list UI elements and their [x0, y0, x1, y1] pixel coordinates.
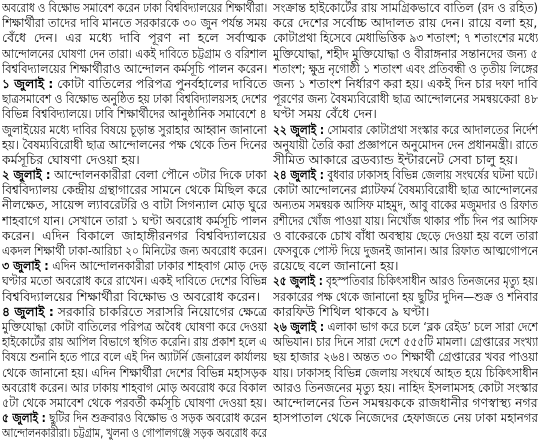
- line-content: [273, 273, 538, 288]
- line-content: [2, 319, 267, 334]
- line-text: কোটা বাতিলের পরিপত্র পুনর্বহালের দাবিতে: [57, 75, 267, 91]
- line-text: মুক্তিযোদ্ধা কোটা বাতিলের পরিপত্র অবৈধ ঘোষণা করে দেওয়া: [2, 318, 267, 334]
- dated-entry: [273, 319, 538, 425]
- line-content: [273, 0, 538, 15]
- line-text: কোটা আন্দোলনের প্ল্যাটফর্ম বৈষম্যবিরোধী ছাত্র আন্দোলনের: [273, 182, 538, 198]
- line-text: আন্দোলনকারীরা বেলা পৌনে ৩টার দিকে ঢাকা: [54, 167, 267, 183]
- text-line: [2, 0, 267, 15]
- line-text: ঘণ্টার মতো অবরোধ করে রাখেন। একই দাবিতে দেশের বিভিন্ন: [2, 273, 267, 289]
- text-line: [2, 410, 267, 425]
- line-content: [2, 137, 267, 152]
- line-content: [273, 410, 538, 425]
- line-text: ও বাকেরকে চোখ বাঁধা অবস্থায় ছেড়ে দেওয়া হয় বলে তারা: [273, 227, 538, 243]
- text-line: [273, 365, 538, 380]
- date-label: ২ জুলাই :: [2, 167, 51, 183]
- line-content: [2, 30, 266, 45]
- line-content: [2, 289, 260, 304]
- text-line: [273, 30, 538, 45]
- line-content: [2, 91, 267, 106]
- line-content: [2, 0, 267, 15]
- line-text: বিশ্ববিদ্যালয় কেন্দ্রীয় গ্রন্থাগারের সামনে থেকে মিছিল করে: [2, 182, 267, 198]
- line-text: বিশ্ববিদ্যালয়ের শিক্ষার্থীরাও আন্দোলন কর্মসূচি পালন করেন।: [2, 60, 267, 76]
- text-line: [2, 122, 267, 137]
- text-line: [2, 319, 267, 334]
- line-content: [2, 167, 267, 182]
- text-line: [273, 213, 538, 228]
- text-line: [273, 61, 538, 76]
- text-line: [2, 273, 267, 288]
- line-content: [273, 319, 538, 334]
- line-content: [2, 273, 267, 288]
- text-line: [273, 273, 538, 288]
- text-line: [2, 228, 267, 243]
- line-content: [273, 30, 538, 45]
- text-line: [2, 30, 267, 45]
- line-content: [2, 152, 140, 167]
- line-content: [273, 76, 538, 91]
- text-line: [273, 0, 538, 15]
- text-line: [2, 76, 267, 91]
- text-line: [273, 91, 538, 106]
- text-line: [2, 197, 267, 212]
- text-line: [2, 334, 267, 349]
- date-label: ২৫ জুলাই :: [273, 273, 323, 289]
- line-text: অন্যতম সমন্বয়ক আসিফ মাহমুদ, আবু বাকের মজুমদার ও রিফাত: [273, 197, 538, 213]
- line-text: আন্দোলনের ঘোষণা দেন তারা। একই দাবিতে চট্টগ্রাম ও বরিশাল: [2, 45, 267, 61]
- line-text: পূরণের জন্য বৈষম্যবিরোধী ছাত্র আন্দোলনের সমন্বয়কেরা ৪৮: [273, 91, 538, 107]
- text-line: [2, 304, 267, 319]
- text-line: [273, 197, 538, 212]
- line-content: [273, 106, 377, 121]
- line-text: রশীদের খোঁজ পাওয়া যায়। নিখোঁজ থাকার পাঁচ দিন পর আসিফ: [273, 212, 538, 228]
- text-line: [273, 395, 538, 410]
- line-text: হয়। বৈষম্যবিরোধী ছাত্র আন্দোলনের পক্ষ থেকে তিন দিনের: [2, 136, 267, 152]
- line-text: রয়েছে বলে জানানো হয়।: [273, 258, 399, 274]
- line-content: [2, 349, 267, 364]
- line-content: [2, 46, 267, 61]
- line-content: [273, 213, 538, 228]
- line-text: ফেসবুকে পোস্ট দিয়ে দুজনই জানান। আর রিফাত আত্মগোপনে: [273, 243, 538, 258]
- text-line: [2, 425, 267, 440]
- line-text: কোটাপ্রথা হিসেবে মেধাভিত্তিক ৯৩ শতাংশ; ৭ শতাংশের মধ্যে: [273, 30, 538, 46]
- line-text: সরকারের পক্ষ থেকে জানানো হয় ছুটির দুদিন—শুক্র ও শনিবার: [273, 288, 538, 304]
- line-text: হাসপাতাল থেকে নিজেদের হেফাজতে নেয় ঢাকা মহানগর: [273, 410, 538, 426]
- line-text: শাহবাগে যান। সেখানে তারা ১ ঘণ্টা অবরোধ কর্মসূচি পালন: [2, 212, 267, 228]
- text-line: [273, 334, 538, 349]
- text-line: [273, 46, 538, 61]
- right-text-column: [273, 0, 538, 425]
- line-content: [273, 182, 538, 197]
- line-text: বিভিন্ন বিশ্ববিদ্যালয়ে। ঢাবি শিক্ষার্থীদের আনুষ্ঠানিক সমাবেশে ৪: [2, 106, 267, 122]
- line-text: করেন। এদিন বিকালে জাহাঙ্গীরনগর বিশ্ববিদ্যালয়ের: [2, 227, 267, 243]
- line-content: [273, 365, 538, 380]
- text-line: [2, 258, 267, 273]
- text-line: [273, 167, 538, 182]
- dated-entry: [273, 167, 538, 273]
- line-content: [273, 15, 537, 30]
- text-line: [273, 152, 538, 167]
- text-line: [2, 289, 267, 304]
- line-text: বিষয়ে শুনানি হতে পারে বলে এই দিন অ্যাটর্নি জেনারেল কার্যালয়: [2, 349, 267, 365]
- text-line: [273, 182, 538, 197]
- line-text: থেকে জানানো হয়। এদিন শিক্ষার্থীরা দেশের বিভিন্ন মহাসড়ক: [2, 364, 267, 380]
- line-text: ছয় হাজার ২৬৪। অন্তত ৩০ শিক্ষার্থী গ্রেপ্তারের খবর পাওয়া: [273, 349, 538, 365]
- line-text: ছুটির দিন শুক্রবারও বিক্ষোভ ও সড়ক অবরোধ করেন: [49, 410, 267, 426]
- text-line: [273, 137, 538, 152]
- text-line: [273, 289, 538, 304]
- line-content: [2, 106, 267, 121]
- text-line: [2, 61, 267, 76]
- line-content: [273, 197, 538, 212]
- text-line: [273, 76, 538, 91]
- text-line: [2, 395, 267, 410]
- text-line: [2, 380, 267, 395]
- dated-entry: [273, 273, 538, 319]
- line-text: সংক্রান্ত হাইকোর্টের রায় সামগ্রিকভাবে বাতিল (রদ ও রহিত): [273, 0, 538, 15]
- line-text: বুধবার ঢাকাসহ বিভিন্ন জেলায় সংঘর্ষের ঘটনা ঘটে।: [327, 167, 538, 183]
- line-text: সরকারি চাকরিতে সরাসরি নিয়োগের ক্ষেত্রে: [57, 303, 267, 319]
- line-text: জুলাইয়ের মধ্যে দাবির বিষয়ে চূড়ান্ত সুরাহার আহ্বান জানানো: [2, 121, 267, 137]
- line-content: [273, 122, 538, 137]
- line-text: বৃহস্পতিবার চিকিৎসাধীন আরও তিনজনের মৃত্যু হয়।: [326, 273, 538, 289]
- line-text: অবরোধ ও বিক্ষোভ সমাবেশ করেন ঢাকা বিশ্ববিদ্যালয়ের শিক্ষার্থীরা।: [2, 0, 267, 15]
- text-line: [273, 410, 538, 425]
- text-line: [2, 152, 267, 167]
- line-text: আরও তিনজনের মৃত্যু হয়। নাহিদ ইসলামসহ কোটা সংস্কার: [273, 379, 538, 395]
- line-content: [2, 15, 267, 30]
- text-line: [273, 319, 538, 334]
- dated-entry: [2, 258, 267, 304]
- line-text: অনুযায়ী তৈরি করা প্রজ্ঞাপনে অনুমোদন দেন প্রধানমন্ত্রী। রাতে: [273, 136, 538, 152]
- text-line: [273, 380, 538, 395]
- text-line: [2, 91, 267, 106]
- text-line: [273, 15, 538, 30]
- line-text: শিক্ষার্থীরা তাদের দাবি মানতে সরকারকে ৩০ জুন পর্যন্ত সময়: [2, 15, 267, 31]
- line-text: এলাকা ভাগ করে চলে ‘ব্লক রেইড’ চলে সারা দেশে: [327, 318, 538, 334]
- date-label: ২৬ জুলাই :: [273, 318, 325, 334]
- line-content: [2, 395, 267, 410]
- continued-paragraph: [2, 0, 267, 76]
- text-line: [2, 349, 267, 364]
- line-content: [2, 213, 267, 228]
- line-content: [2, 76, 267, 91]
- line-content: [2, 122, 267, 137]
- text-line: [2, 167, 267, 182]
- line-content: [273, 61, 538, 76]
- date-label: ২২ জুলাই :: [273, 121, 325, 137]
- line-content: [2, 197, 267, 212]
- text-line: [2, 137, 267, 152]
- line-text: জন্য ১ শতাংশ নির্ধারণ করা হয়। একই দিন চার দফা দাবি: [273, 75, 538, 91]
- line-content: [2, 182, 267, 197]
- line-content: [273, 137, 538, 152]
- line-text: ঘণ্টা সময় বেঁধে দেন।: [273, 106, 377, 122]
- line-text: অভিযান। চার দিনে সারা দেশে ৫৫৫টি মামলা। গ্রেপ্তারের সংখ্যা: [273, 334, 538, 350]
- line-content: [2, 380, 267, 395]
- line-text: নীলক্ষেত, সায়েন্স ল্যাবরেটরি ও বাটা সিগন্যাল মোড় ঘুরে: [2, 197, 267, 213]
- line-content: [2, 410, 267, 425]
- line-content: [273, 289, 538, 304]
- line-text: হাইকোর্টের রায় আপিল বিভাগে স্থগিত করেনি। রায় প্রকাশ হলে এ: [2, 334, 267, 350]
- line-text: শতাংশ; ক্ষুদ্র নৃগোষ্ঠী ১ শতাংশ এবং প্রতিবন্ধী ও তৃতীয় লিঙ্গের: [273, 60, 538, 76]
- line-text: ছাত্রসমাবেশ ও বিক্ষোভ অনুষ্ঠিত হয় ঢাকা বিশ্ববিদ্যালয়সহ দেশের: [2, 91, 267, 107]
- line-text: যায়। ঢাকাসহ বিভিন্ন জেলায় সংঘর্ষে আহত হয়ে চিকিৎসাধীন: [273, 364, 538, 380]
- text-line: [273, 243, 538, 258]
- continued-paragraph: [273, 0, 538, 122]
- line-text: কারফিউ শিথিল থাকবে ৯ ঘণ্টা।: [273, 303, 430, 319]
- line-content: [273, 304, 429, 319]
- text-line: [2, 243, 267, 258]
- line-text: মুক্তিযোদ্ধা, শহীদ মুক্তিযোদ্ধা ও বীরাঙ্গনার সন্তানদের জন্য ৫: [273, 45, 538, 61]
- dated-entry: [2, 167, 267, 258]
- date-label: ৪ জুলাই :: [2, 303, 54, 319]
- line-content: [2, 61, 267, 76]
- line-content: [2, 334, 267, 349]
- text-line: [2, 365, 267, 380]
- line-content: [273, 334, 538, 349]
- text-line: [2, 46, 267, 61]
- line-content: [2, 425, 267, 440]
- line-text: সোমবার কোটাপ্রথা সংস্কার করে আদালতের নির্দেশ: [327, 121, 538, 137]
- text-line: [273, 122, 538, 137]
- line-content: [273, 349, 538, 364]
- line-content: [2, 304, 267, 319]
- date-label: ১ জুলাই :: [2, 75, 54, 91]
- line-content: [273, 91, 538, 106]
- text-line: [2, 15, 267, 30]
- line-content: [273, 152, 518, 167]
- line-text: বিশ্ববিদ্যালয়ের শিক্ষার্থীরা বিক্ষোভ ও অবরোধ করেন।: [2, 288, 261, 304]
- dated-entry: [2, 410, 267, 440]
- line-text: করে দেশের সর্বোচ্চ আদালত রায় দেন। রায়ে বলা হয়,: [273, 15, 538, 31]
- line-content: [273, 243, 538, 258]
- line-content: [273, 395, 538, 410]
- dated-entry: [273, 122, 538, 168]
- text-line: [273, 258, 538, 273]
- date-label: ৫ জুলাই :: [2, 410, 46, 426]
- line-content: [273, 167, 538, 182]
- dated-entry: [2, 76, 267, 167]
- line-text: অবরোধ করেন। আর ঢাকায় শাহবাগ মোড় অবরোধ করে বিকাল: [2, 379, 267, 395]
- line-content: [2, 365, 267, 380]
- line-text: কর্মসূচির ঘোষণা দেওয়া হয়।: [2, 151, 140, 167]
- line-text: বেঁধে দেন। এর মধ্যে দাবি পূরণ না হলে সর্বাত্মক: [2, 30, 267, 46]
- line-text: আন্দোলনের তিন সমন্বয়ককে রাজধানীর গণস্বাস্থ্য নগর: [273, 394, 538, 410]
- text-line: [273, 106, 538, 121]
- text-line: [2, 213, 267, 228]
- line-content: [2, 228, 266, 243]
- text-line: [2, 182, 267, 197]
- line-content: [273, 46, 538, 61]
- date-label: ৩ জুলাই :: [2, 258, 49, 274]
- line-text: সীমিত আকারে ব্রডব্যান্ড ইন্টারনেট সেবা চালু হয়।: [273, 151, 518, 167]
- line-content: [2, 258, 267, 273]
- text-line: [273, 228, 538, 243]
- left-text-column: [2, 0, 267, 440]
- line-content: [273, 258, 398, 273]
- dated-entry: [2, 304, 267, 410]
- line-content: [273, 380, 538, 395]
- line-content: [273, 228, 538, 243]
- text-line: [273, 349, 538, 364]
- text-line: [273, 304, 538, 319]
- line-content: [2, 243, 267, 258]
- line-text: আন্দোলনকারীরা। চট্টগ্রাম, খুলনা ও গোপালগঞ্জে সড়ক অবরোধ করে: [2, 425, 267, 440]
- line-text: একদল শিক্ষার্থী ঢাকা-আরিচা ২০ মিনিটের জন্য অবরোধ করেন।: [2, 243, 267, 258]
- date-label: ২৪ জুলাই :: [273, 167, 324, 183]
- line-text: ৫টা থেকে সমাবেশ থেকে পরবর্তী কর্মসূচি ঘোষণা দেওয়া হয়।: [2, 394, 267, 410]
- line-text: এদিন আন্দোলনকারীরা ঢাকার শাহবাগ মোড় দেড়: [52, 258, 267, 274]
- text-line: [2, 106, 267, 121]
